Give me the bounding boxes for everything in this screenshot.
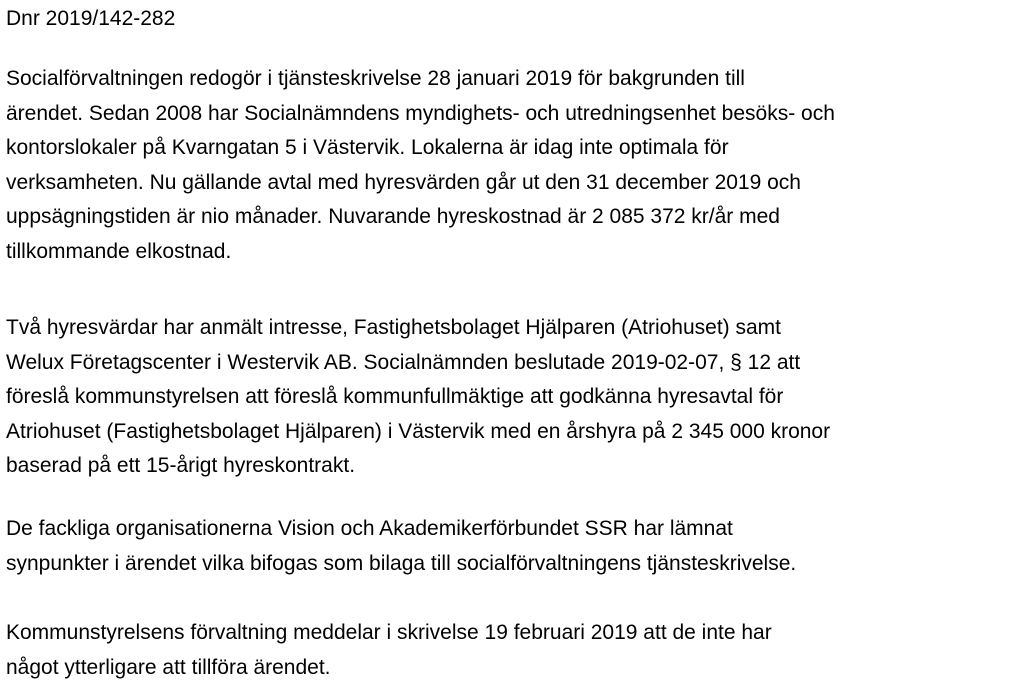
paragraph-background — [6, 62, 835, 269]
document-reference-number: Dnr 2019/142-282 — [6, 7, 176, 30]
paragraph-administration — [6, 616, 772, 684]
paragraph-line: föreslå kommunstyrelsen att föreslå kommunfullmäktige att godkänna hyresavtal för — [6, 385, 784, 408]
paragraph-line: tillkommande elkostnad. — [6, 239, 232, 263]
paragraph-line: uppsägningstiden är nio månader. Nuvarande hyreskostnad är 2 085 372 kr/år med — [6, 205, 780, 228]
paragraph-line: verksamheten. Nu gällande avtal med hyresvärden går ut den 31 december 2019 och — [6, 170, 801, 194]
paragraph-line: Kommunstyrelsens förvaltning meddelar i skrivelse 19 februari 2019 att de inte har — [6, 621, 772, 644]
paragraph-line: Socialförvaltningen redogör i tjänsteskrivelse 28 januari 2019 för bakgrunden till — [6, 67, 745, 90]
paragraph-line: synpunkter i ärendet vilka bifogas som bilaga till socialförvaltningens tjänsteskrivelse. — [6, 551, 797, 575]
paragraph-line: De fackliga organisationerna Vision och Akademikerförbundet SSR har lämnat — [6, 517, 733, 540]
paragraph-line: något ytterligare att tillföra ärendet. — [6, 655, 331, 679]
paragraph-line: Två hyresvärdar har anmält intresse, Fastighetsbolaget Hjälparen (Atriohuset) samt — [6, 316, 782, 339]
paragraph-line: ärendet. Sedan 2008 har Socialnämndens myndighets- och utredningsenhet besöks- och — [6, 101, 835, 125]
paragraph-line: Welux Företagscenter i Westervik AB. Socialnämnden beslutade 2019-02-07, § 12 att — [6, 350, 801, 374]
paragraph-unions — [6, 512, 796, 581]
paragraph-line: Atriohuset (Fastighetsbolaget Hjälparen) i Västervik med en årshyra på 2 345 000 kronor — [6, 419, 831, 443]
paragraph-landlords — [6, 311, 830, 484]
paragraph-line: kontorslokaler på Kvarngatan 5 i Västervik. Lokalerna är idag inte optimala för — [6, 136, 729, 159]
paragraph-line: baserad på ett 15-årigt hyreskontrakt. — [6, 454, 356, 477]
